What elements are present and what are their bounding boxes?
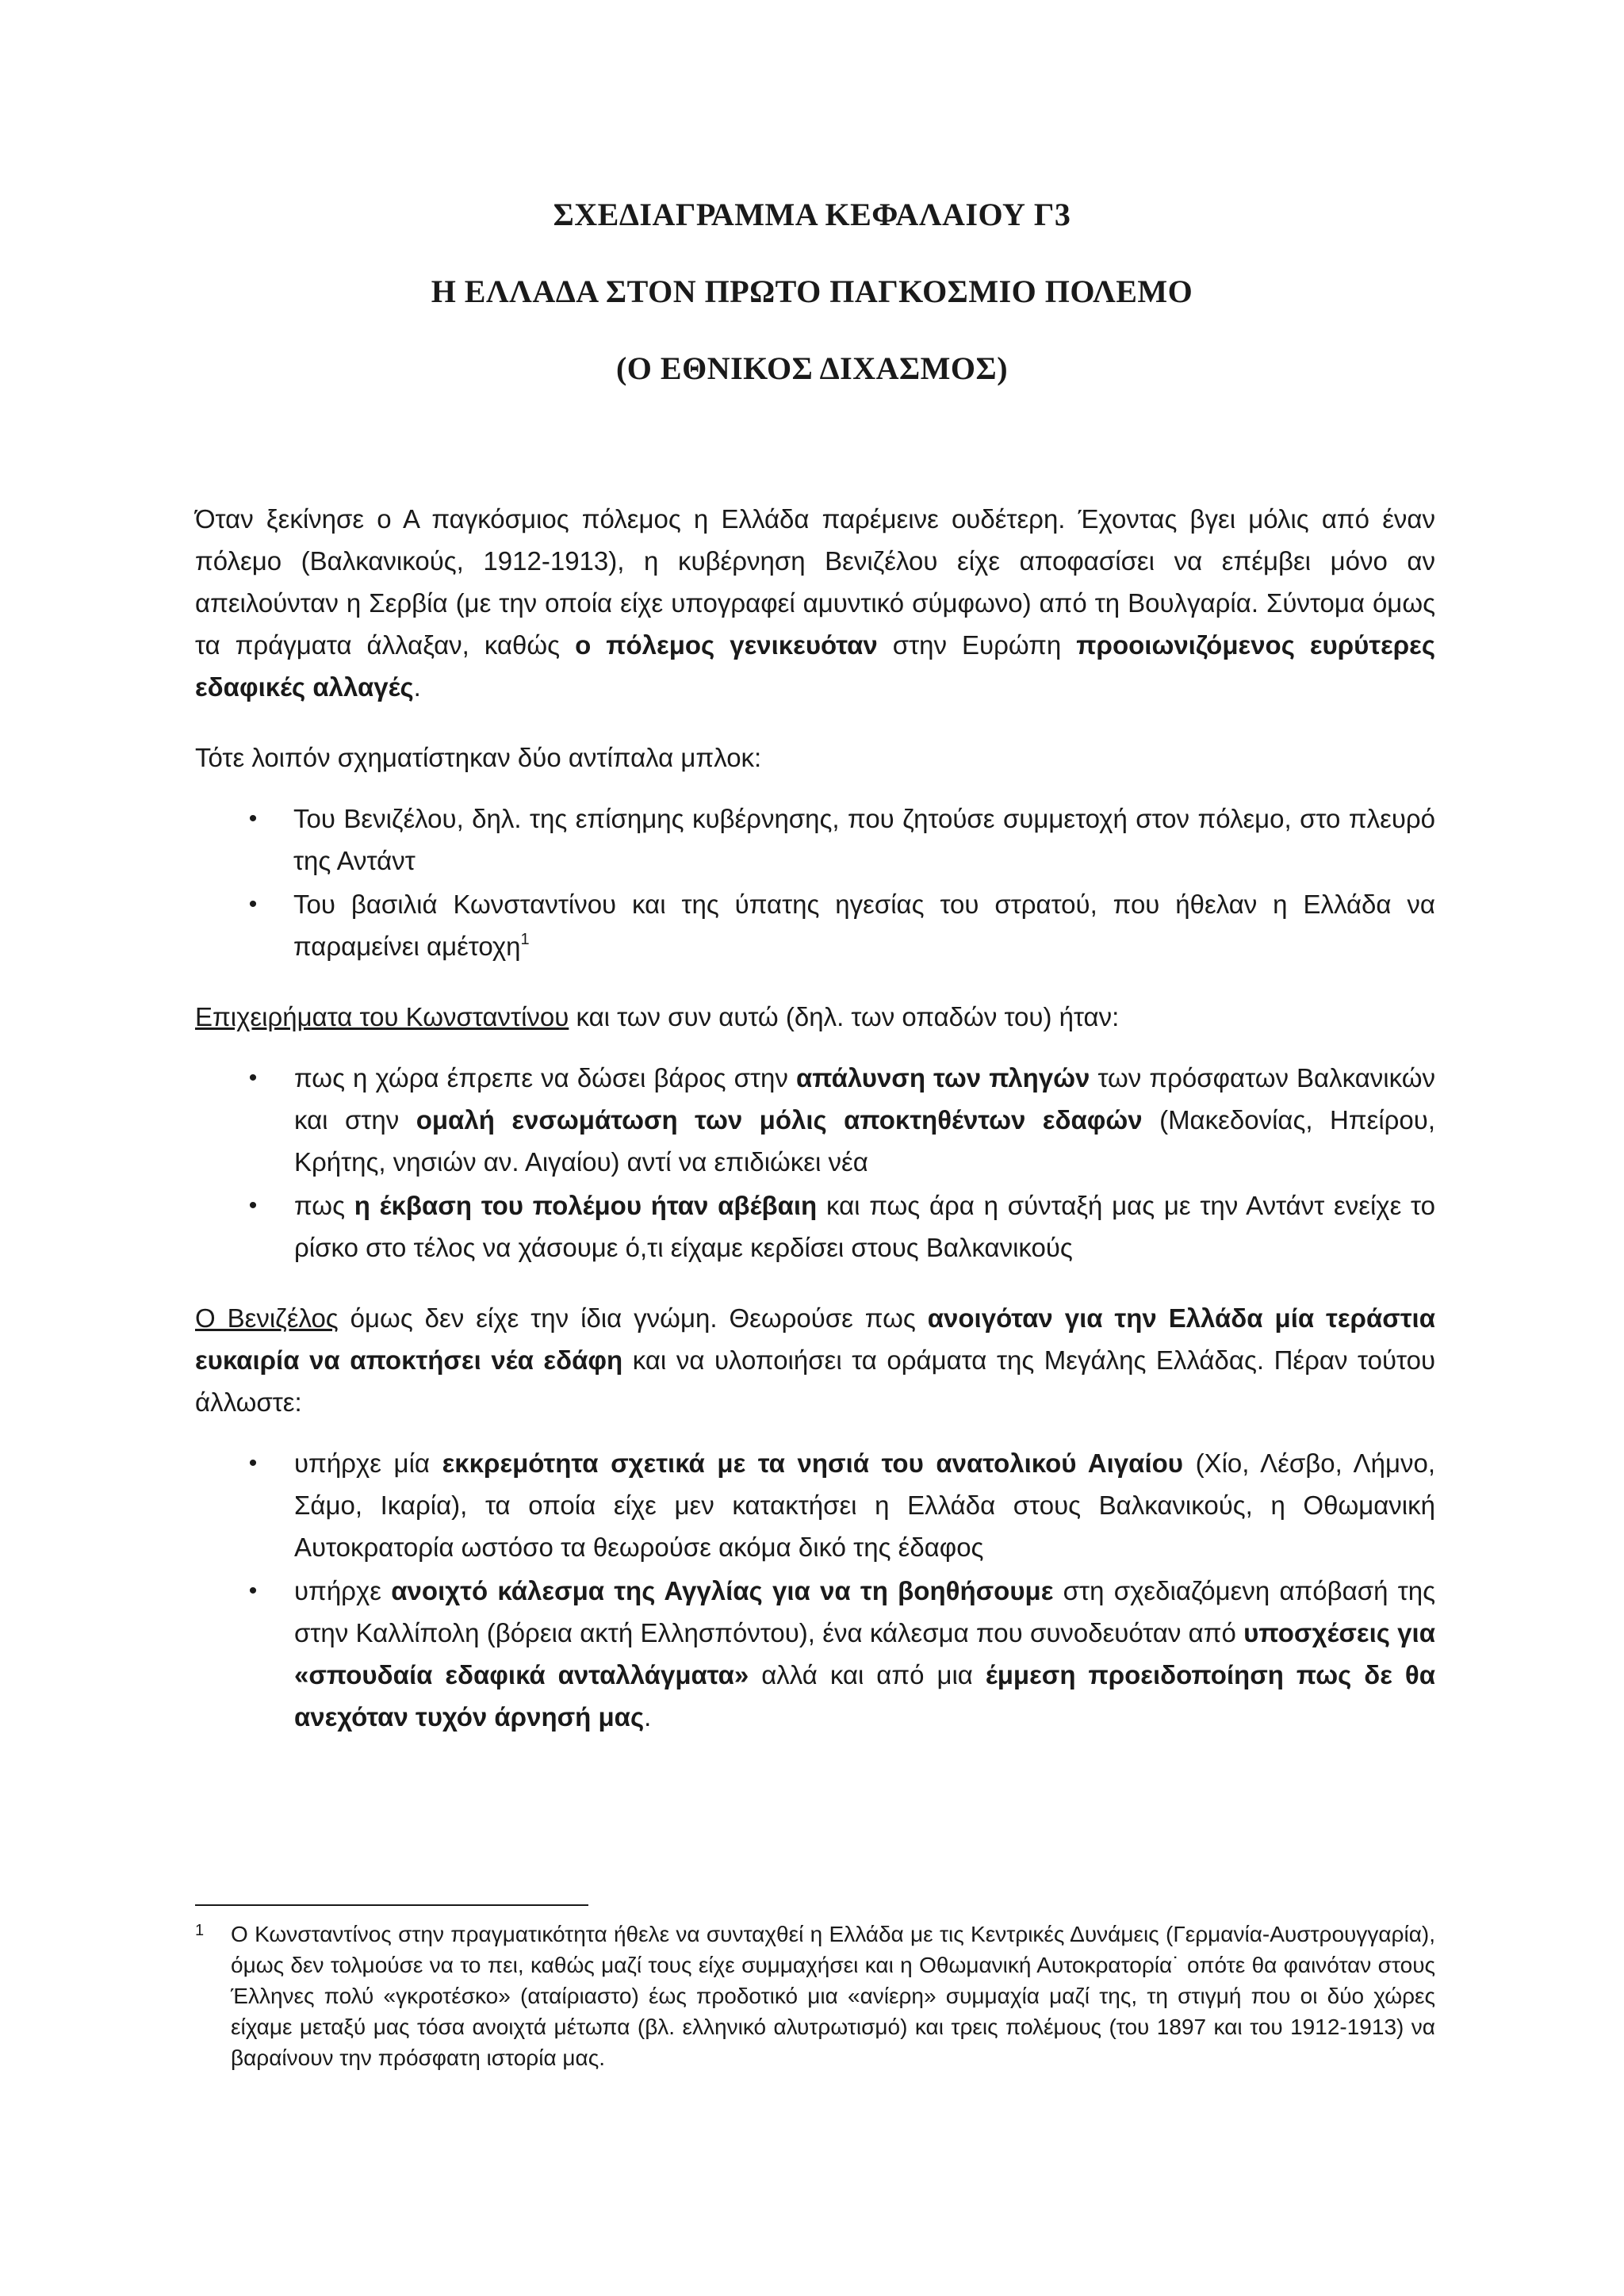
text-run: .	[644, 1702, 652, 1732]
text-run: (Μακεδονίας, Ηπείρου, Κρήτης, νησιών αν. Αιγαίου) αντί να επιδιώκει νέα	[294, 1105, 1435, 1177]
bullet-icon: •	[248, 1578, 258, 1604]
bold-run: η έκβαση του πολέμου ήταν αβέβαιη	[354, 1191, 818, 1220]
text-run: των πρόσφατων Βαλκανικών και στην	[294, 1063, 1436, 1135]
text-run: υπήρχε μία	[294, 1448, 442, 1478]
text-run: αλλά και από μια	[749, 1660, 986, 1689]
text-run: στη σχεδιαζόμενη απόβασή της στην Καλλίπολη (βόρεια ακτή Ελλησπόντου), ένα κάλεσμα που συνοδευόταν από	[294, 1576, 1435, 1647]
underlined-run: Επιχειρήματα του Κωνσταντίνου	[195, 1002, 569, 1031]
venizelos-lead-paragraph	[195, 1297, 1435, 1423]
list-item	[195, 1570, 1435, 1738]
text-run: και πως άρα η σύνταξή μας με την Αντάντ ενείχε το ρίσκο στο τέλος να χάσουμε ό,τι είχαμε κερδίσει στους Βαλκανικούς	[294, 1191, 1435, 1262]
bullet-icon: •	[248, 1450, 258, 1476]
bold-run: ανοιγόταν για την Ελλάδα μία τεράστια ευκαιρία να αποκτήσει νέα εδάφη	[195, 1303, 1436, 1375]
bold-run: υποσχέσεις για «σπουδαία εδαφικά ανταλλάγματα»	[294, 1618, 1435, 1689]
text-run: (Χίο, Λέσβο, Λήμνο, Σάμο, Ικαρία), τα οποία είχε μεν κατακτήσει η Ελλάδα στους Βαλκανικούς, η Οθωμανική Αυτοκρατορία ωστόσο τα θεωρούσε ακόμα δικό της έδαφος	[294, 1448, 1435, 1562]
list-item	[195, 798, 1435, 882]
footnote-separator	[195, 1904, 588, 1906]
document-title: ΣΧΕΔΙΑΓΡΑΜΜΑ ΚΕΦΑΛΑΙΟΥ Γ3	[553, 197, 1071, 232]
list-item	[195, 1057, 1435, 1183]
document-subtitle-parenthetical: (Ο ΕΘΝΙΚΟΣ ΔΙΧΑΣΜΟΣ)	[615, 350, 1009, 386]
bullet-icon: •	[248, 891, 258, 917]
footnote-text: Ο Κωνσταντίνος στην πραγματικότητα ήθελε να συνταχθεί η Ελλάδα με τις Κεντρικές Δυνάμεις (Γερμανία-Αυστρουγγαρία), όμως δεν τολμούσε να το πει, καθώς μαζί τους είχε συμμαχήσει και η Οθωμανική Αυτοκρατορία˙ οπότε θα φαινόταν στους Έλληνες πολύ «γκροτέσκο» (αταίριαστο) έως προδοτικό μια «ανίερη» συμμαχία μαζί της, τη στιγμή που οι δύο χώρες είχαμε μεταξύ μας τόσα ανοιχτά μέτωπα (βλ. ελληνικό αλυτρωτισμό) και τρεις πολέμους (του 1897 και του 1912-1913) να βαραίνουν την πρόσφατη ιστορία μας.	[231, 1922, 1435, 2070]
bold-run: ανοιχτό κάλεσμα της Αγγλίας για να τη βοηθήσουμε	[391, 1576, 1054, 1605]
list-item-text: Του Βενιζέλου, δηλ. της επίσημης κυβέρνησης, που ζητούσε συμμετοχή στον πόλεμο, στο πλευρό της Αντάντ	[293, 804, 1435, 875]
footnote	[195, 1919, 1435, 2073]
list-item	[195, 1442, 1435, 1568]
venizelos-arguments-list	[195, 1442, 1435, 1738]
list-item-text: Του βασιλιά Κωνσταντίνου και της ύπατης ηγεσίας του στρατού, που ήθελαν η Ελλάδα να παραμείνει αμέτοχη	[293, 890, 1435, 961]
text-run: όμως δεν είχε την ίδια γνώμη. Θεωρούσε πως	[338, 1303, 928, 1333]
bold-run: ομαλή ενσωμάτωση των μόλις αποκτηθέντων εδαφών	[416, 1105, 1143, 1135]
text-run: .	[413, 672, 421, 702]
document-body	[195, 498, 1435, 1766]
bullet-icon: •	[248, 806, 258, 832]
text-run: Όταν ξεκίνησε ο Α παγκόσμιος πόλεμος η Ελλάδα παρέμεινε ουδέτερη. Έχοντας βγει μόλις από έναν πόλεμο (Βαλκανικούς, 1912-1913), η κυβέρνηση Βενιζέλου είχε αποφασίσει να επέμβει μόνο αν απειλούνταν η Σερβία (με την οποία είχε υπογραφεί αμυντικό σύμφωνο) από τη Βουλγαρία. Σύντομα όμως τα πράγματα άλλαξαν, καθώς	[195, 504, 1435, 660]
constantine-lead-paragraph	[195, 996, 1435, 1038]
blocs-lead-paragraph: Τότε λοιπόν σχηματίστηκαν δύο αντίπαλα μπλοκ:	[195, 743, 762, 772]
bold-run: εκκρεμότητα σχετικά με τα νησιά του ανατολικού Αιγαίου	[442, 1448, 1183, 1478]
intro-paragraph	[195, 498, 1435, 708]
bold-run: προοιωνιζόμενος ευρύτερες εδαφικές αλλαγές	[195, 630, 1436, 702]
text-run: πως	[294, 1191, 354, 1220]
constantine-arguments-list	[195, 1057, 1435, 1269]
bold-run: ο πόλεμος γενικευόταν	[575, 630, 878, 660]
text-run: υπήρχε	[294, 1576, 392, 1605]
bullet-icon: •	[248, 1065, 258, 1091]
bold-run: απάλυνση των πληγών	[795, 1063, 1090, 1093]
document-subtitle: Η ΕΛΛΑΔΑ ΣΤΟΝ ΠΡΩΤΟ ΠΑΓΚΟΣΜΙΟ ΠΟΛΕΜΟ	[431, 274, 1193, 309]
title-block	[0, 192, 1624, 423]
underlined-run: Ο Βενιζέλος	[195, 1303, 339, 1333]
text-run: και των συν αυτώ (δηλ. των οπαδών του) ήταν:	[569, 1002, 1120, 1031]
text-run: στην Ευρώπη	[877, 630, 1077, 660]
list-item	[195, 883, 1435, 967]
bullet-icon: •	[248, 1192, 258, 1219]
bold-run: έμμεση προειδοποίηση πως δε θα ανεχόταν τυχόν άρνησή μας	[294, 1660, 1435, 1732]
text-run: και να υλοποιήσει τα οράματα της Μεγάλης Ελλάδας. Πέραν τούτου άλλωστε:	[195, 1345, 1435, 1417]
footnote-ref[interactable]: 1	[520, 931, 530, 948]
footnote-mark: 1	[195, 1922, 205, 1939]
blocs-list	[195, 798, 1435, 967]
list-item	[195, 1184, 1435, 1269]
text-run: πως η χώρα έπρεπε να δώσει βάρος στην	[294, 1063, 796, 1093]
